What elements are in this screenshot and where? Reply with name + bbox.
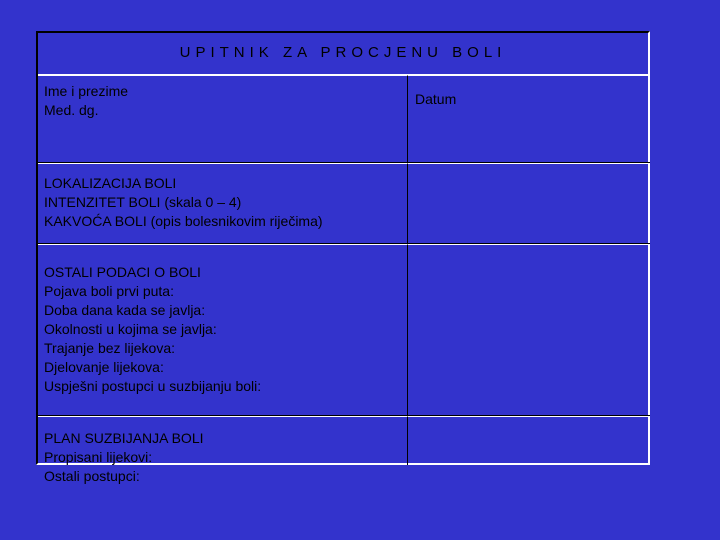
prescribed-medication-label: Propisani lijekovi: <box>44 449 153 465</box>
medical-diagnosis-label: Med. dg. <box>44 102 99 118</box>
duration-without-medication-label: Trajanje bez lijekova: <box>44 340 175 356</box>
date-cell <box>407 75 650 163</box>
other-procedures-label: Ostali postupci: <box>44 468 140 484</box>
pain-management-plan-section <box>38 416 407 484</box>
other-pain-data-notes-cell <box>407 244 650 416</box>
medication-effect-label: Djelovanje lijekova: <box>44 359 164 375</box>
successful-procedures-label: Uspješni postupci u suzbijanju boli: <box>44 378 262 394</box>
pain-characteristics-section <box>38 163 407 244</box>
pain-management-plan-notes-cell <box>407 416 650 465</box>
pain-management-plan-heading: PLAN SUZBIJANJA BOLI <box>44 430 204 446</box>
pain-assessment-form <box>36 31 650 484</box>
form-title: UPITNIK ZA PROCJENU BOLI <box>38 33 648 75</box>
pain-localization-label: LOKALIZACIJA BOLI <box>44 175 177 191</box>
patient-info-section <box>38 75 407 163</box>
first-onset-label: Pojava boli prvi puta: <box>44 283 174 299</box>
patient-name-label: Ime i prezime <box>44 83 129 99</box>
other-pain-data-heading: OSTALI PODACI O BOLI <box>44 264 201 280</box>
time-of-day-label: Doba dana kada se javlja: <box>44 302 206 318</box>
circumstances-label: Okolnosti u kojima se javlja: <box>44 321 217 337</box>
pain-quality-label: KAKVOĆA BOLI (opis bolesnikovim riječima) <box>44 213 323 229</box>
pain-characteristics-notes-cell <box>407 163 650 244</box>
other-pain-data-section <box>38 244 407 416</box>
pain-intensity-label: INTENZITET BOLI (skala 0 – 4) <box>44 194 242 210</box>
date-label: Datum <box>415 91 457 107</box>
